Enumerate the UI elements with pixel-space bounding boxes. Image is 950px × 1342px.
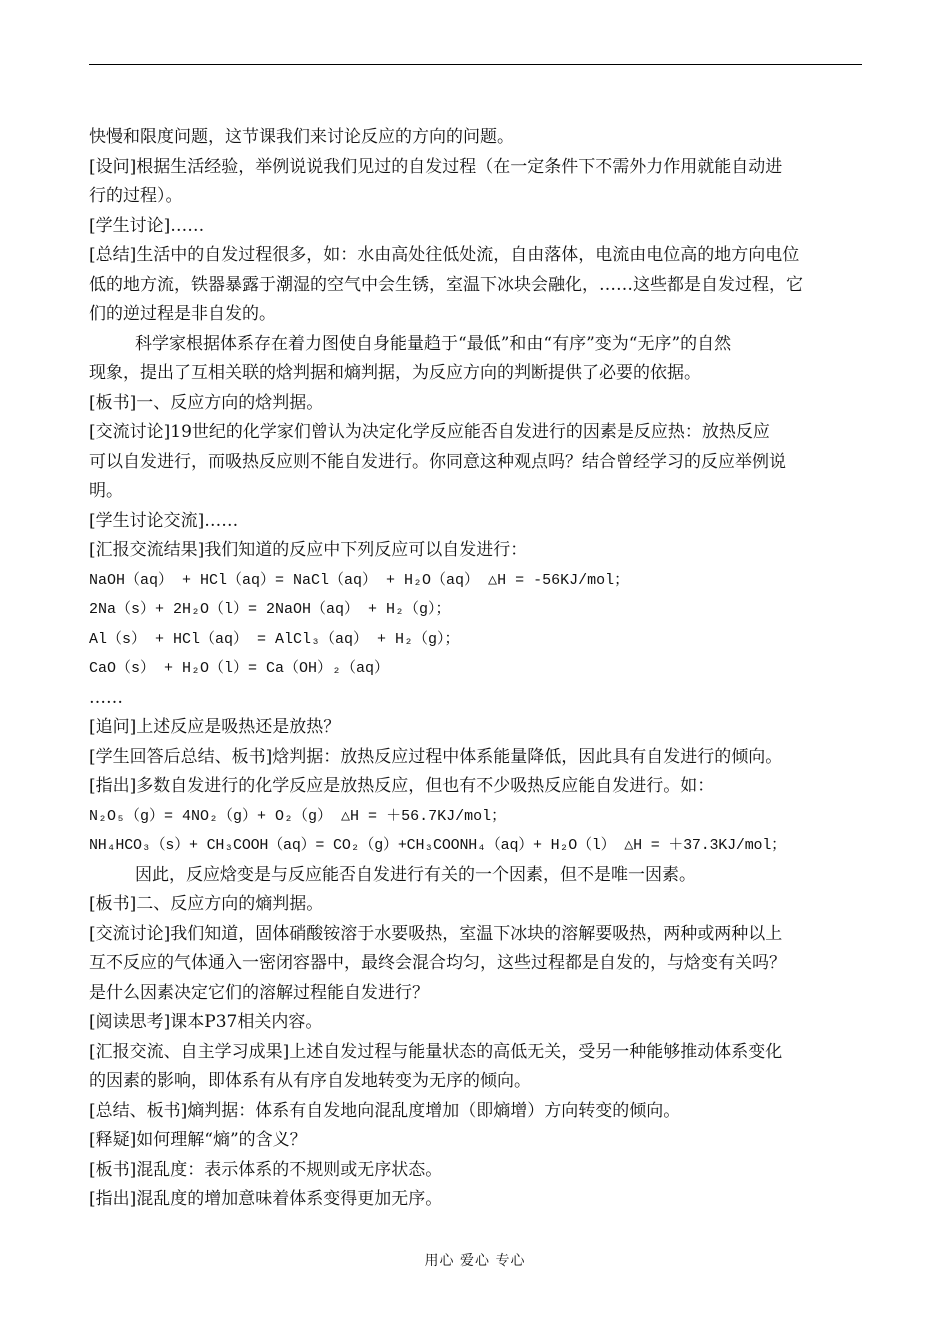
text-line: [指出]混乱度的增加意味着体系变得更加无序。 — [89, 1189, 443, 1209]
text-line: 是什么因素决定它们的溶解过程能自发进行？ — [89, 982, 429, 1003]
text-line: 可以自发进行，而吸热反应则不能自发进行。你同意这种观点吗？结合曾经学习的反应举例说 — [89, 451, 786, 472]
text-line: [学生讨论]…… — [89, 215, 205, 236]
text-line: [释疑]如何理解“熵”的含义？ — [89, 1130, 307, 1150]
equation-line: Al（s） + HCl（aq） = AlCl₃（aq） + H₂（g）； — [89, 630, 460, 648]
text-line: 们的逆过程是非自发的。 — [89, 304, 276, 324]
text-line: 的因素的影响，即体系有从有序自发地转变为无序的倾向。 — [89, 1071, 531, 1091]
text-line: [板书]一、反应方向的焓判据。 — [89, 392, 324, 413]
text-line: [汇报交流结果]我们知道的反应中下列反应可以自发进行： — [89, 540, 528, 560]
text-line: 低的地方流，铁器暴露于潮湿的空气中会生锈，室温下冰块会融化，……这些都是自发过程，它 — [89, 274, 803, 295]
text-line: [学生讨论交流]…… — [89, 510, 239, 531]
text-line: [学生回答后总结、板书]焓判据：放热反应过程中体系能量降低，因此具有自发进行的倾向。 — [89, 746, 783, 767]
text-line: [设问]根据生活经验，举例说说我们见过的自发过程（在一定条件下不需外力作用就能自动进 — [89, 156, 783, 177]
text-line: 行的过程）。 — [89, 186, 183, 206]
text-line: [总结、板书]熵判据：体系有自发地向混乱度增加（即熵增）方向转变的倾向。 — [89, 1100, 681, 1121]
document-body — [89, 123, 864, 1215]
text-line: [汇报交流、自主学习成果]上述自发过程与能量状态的高低无关，受另一种能够推动体系变化 — [89, 1041, 783, 1062]
page-footer: 用心 爱心 专心 — [424, 1253, 526, 1269]
text-line: 互不反应的气体通入一密闭容器中，最终会混合均匀，这些过程都是自发的，与焓变有关吗？ — [89, 953, 786, 973]
text-line: [指出]多数自发进行的化学反应是放热反应，但也有不少吸热反应能自发进行。如： — [89, 776, 715, 796]
text-line: [总结]生活中的自发过程很多，如：水由高处往低处流，自由落体，电流由电位高的地方向电位 — [89, 245, 800, 265]
header-rule — [89, 64, 862, 65]
text-line: [阅读思考]课本P37相关内容。 — [89, 1012, 323, 1032]
text-line: 现象，提出了互相关联的焓判据和熵判据，为反应方向的判断提供了必要的依据。 — [89, 363, 701, 383]
equation-line: NH₄HCO₃（s）+ CH₃COOH（aq）= CO₂（g）+CH₃COONH₄（aq）+ H₂O（l） △H = ＋37.3KJ/mol； — [89, 837, 786, 854]
text-line: …… — [89, 687, 123, 708]
text-line: [交流讨论]19世纪的化学家们曾认为决定化学反应能否自发进行的因素是反应热：放热反应 — [89, 422, 770, 442]
text-line: [板书]二、反应方向的熵判据。 — [89, 894, 324, 914]
equation-line: 2Na（s）+ 2H₂O（l）= 2NaOH（aq） + H₂（g）； — [89, 601, 451, 618]
text-line: 科学家根据体系存在着力图使自身能量趋于“最低”和由“有序”变为“无序”的自然 — [135, 333, 732, 354]
text-line: [交流讨论]我们知道，固体硝酸铵溶于水要吸热，室温下冰块的溶解要吸热，两种或两种以上 — [89, 923, 783, 944]
equation-line: NaOH（aq） + HCl（aq）= NaCl（aq） + H₂O（aq） △H = -56KJ/mol； — [89, 571, 630, 589]
text-line: 因此，反应焓变是与反应能否自发进行有关的一个因素，但不是唯一因素。 — [135, 864, 696, 885]
text-line: [追问]上述反应是吸热还是放热？ — [89, 717, 341, 737]
text-line: [板书]混乱度：表示体系的不规则或无序状态。 — [89, 1159, 443, 1180]
equation-line: CaO（s） + H₂O（l）= Ca（OH）₂（aq） — [89, 660, 390, 677]
text-line: 明。 — [89, 481, 123, 501]
equation-line: N₂O₅（g）= 4NO₂（g）+ O₂（g） △H = ＋56.7KJ/mol； — [89, 807, 507, 825]
text-line: 快慢和限度问题，这节课我们来讨论反应的方向的问题。 — [89, 127, 514, 147]
